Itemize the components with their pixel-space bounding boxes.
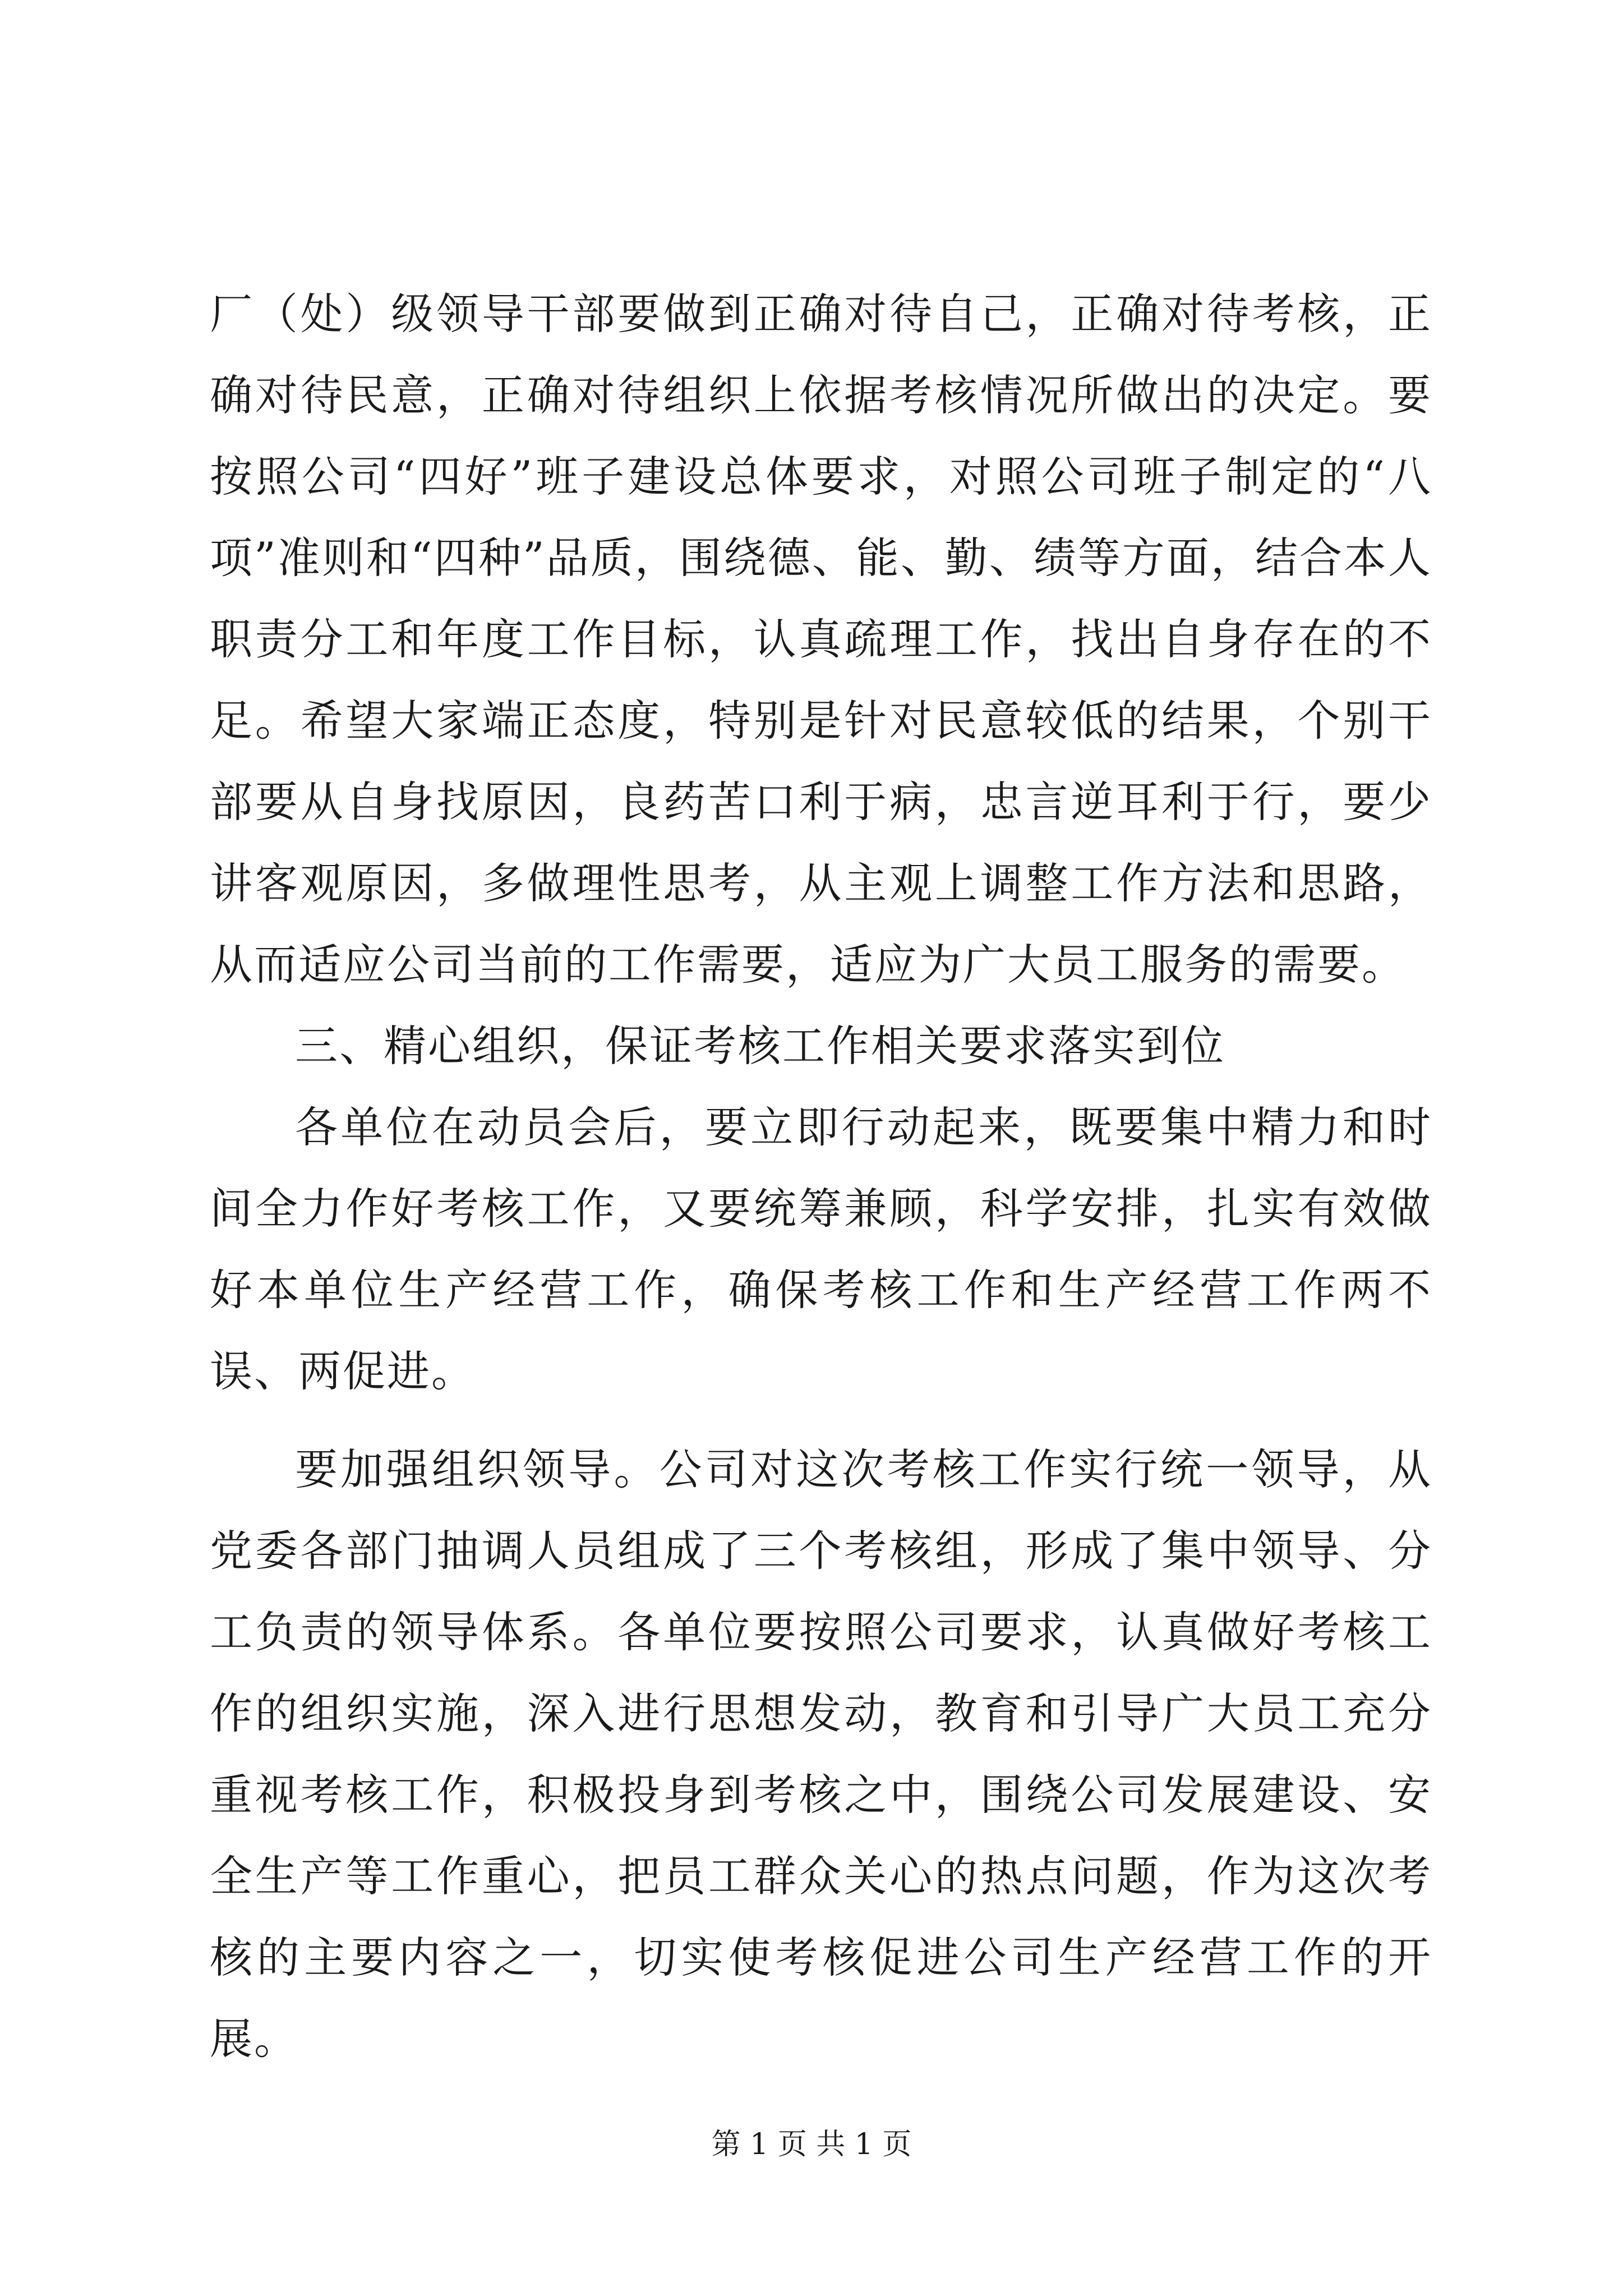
section-heading: 三、精心组织，保证考核工作相关要求落实到位 xyxy=(295,1021,1225,1071)
paragraph-1: 厂（处）级领导干部要做到正确对待自己，正确对待考核，正确对待民意，正确对待组织上依据考核情况所做出的决定。要按照公司“四好”班子建设总体要求，对照公司班子制定的“八项”准则和“四种”品质，围绕德、能、勤、绩等方面，结合本人职责分工和年度工作目标，认真疏理工作，找出自身存在的不足。希望大家端正态度，特别是针对民意较低的结果，个别干部要从自身找原因，良药苦口利于病，忠言逆耳利于行，要少讲客观原因，多做理性思考，从主观上调整工作方法和思路，从而适应公司当前的工作需要，适应为广大员工服务的需要。 xyxy=(210,289,1432,990)
document-body xyxy=(210,273,1432,2079)
paragraph-2: 各单位在动员会后，要立即行动起来，既要集中精力和时间全力作好考核工作，又要统筹兼顾，科学安排，扎实有效做好本单位生产经营工作，确保考核工作和生产经营工作两不误、两促进。 xyxy=(210,1102,1432,1396)
paragraph-3: 要加强组织领导。公司对这次考核工作实行统一领导，从党委各部门抽调人员组成了三个考核组，形成了集中领导、分工负责的领导体系。各单位要按照公司要求，认真做好考核工作的组织实施，深入进行思想发动，教育和引导广大员工充分重视考核工作，积极投身到考核之中，围绕公司发展建设、安全生产等工作重心，把员工群众关心的热点问题，作为这次考核的主要内容之一，切实使考核促进公司生产经营工作的开展。 xyxy=(210,1444,1432,2064)
page-footer: 第 1 页 共 1 页 xyxy=(711,2128,912,2161)
